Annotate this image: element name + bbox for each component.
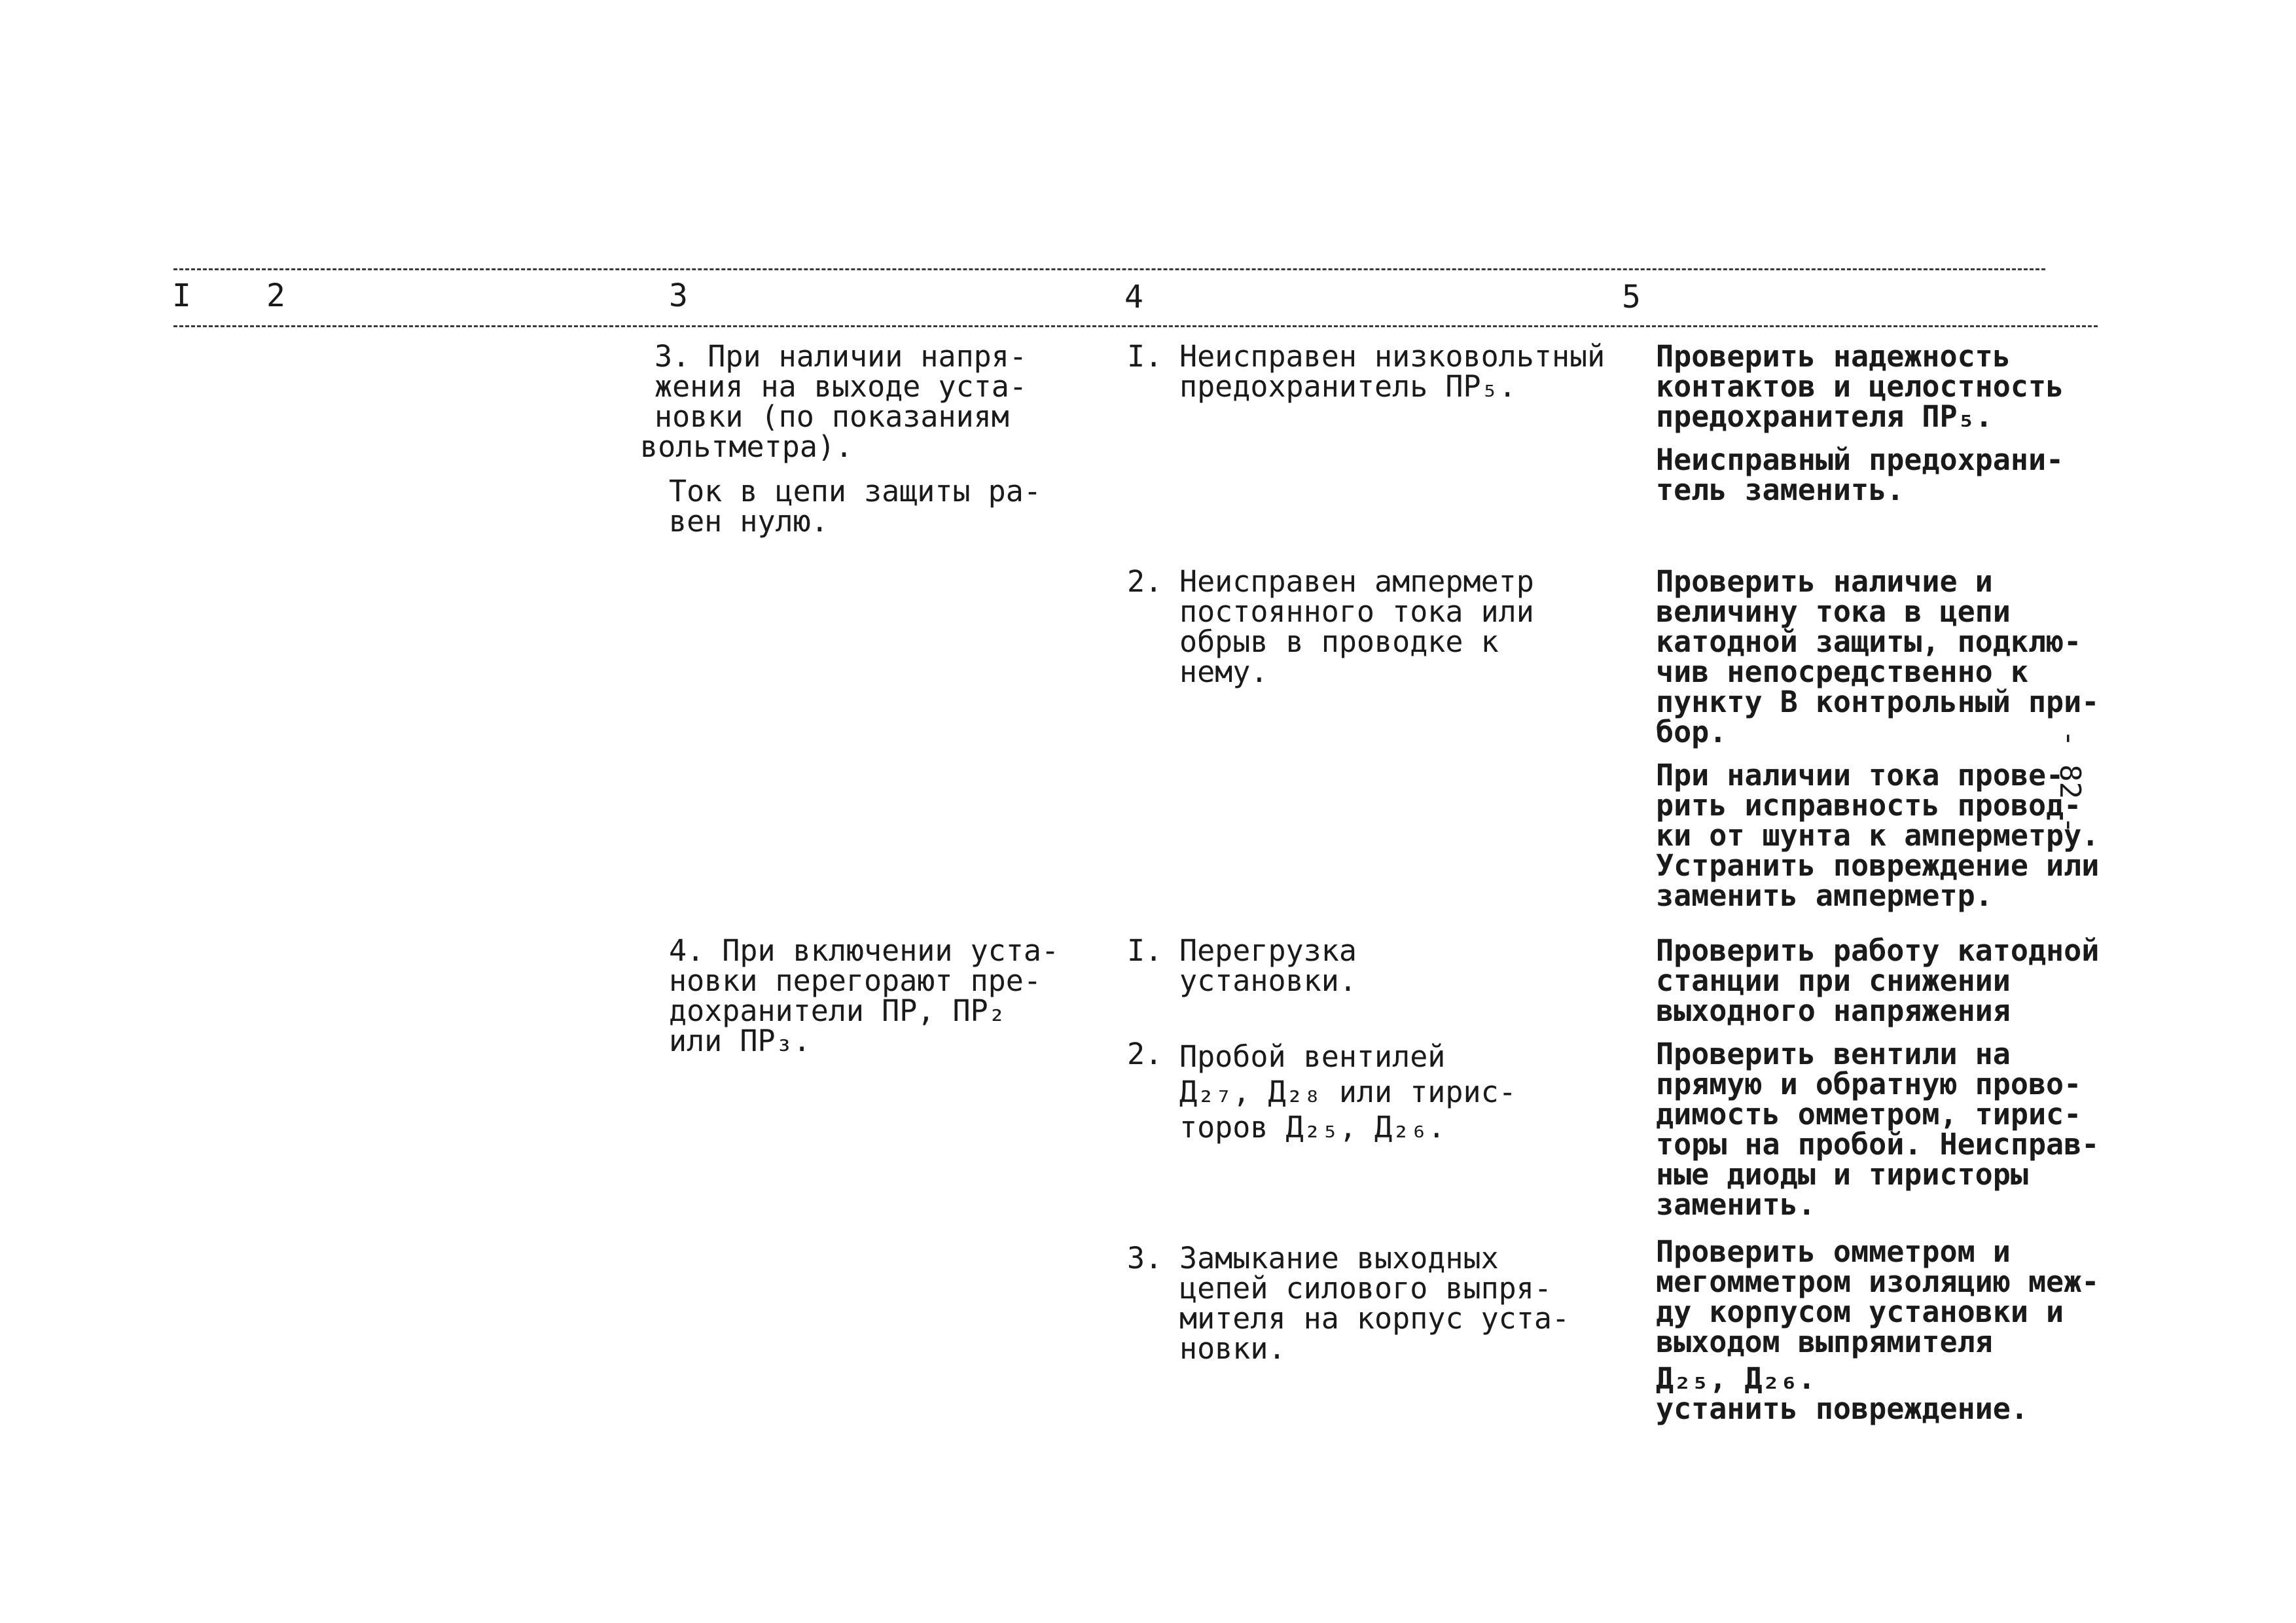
cause-line: Д₂₇, Д₂₈ или тирис- [1179, 1075, 1516, 1109]
cause-number: 2. [1127, 564, 1163, 599]
column-header-2: 2 [266, 277, 285, 314]
page-number: - 82 - [2053, 730, 2087, 834]
remedy-line: Проверить наличие и [1656, 564, 1993, 599]
column-header-3: 3 [669, 277, 688, 314]
remedy-line: пункту В контрольный при- [1656, 685, 2100, 719]
remedy-line: ду корпусом установки и [1656, 1294, 2064, 1329]
column-header-1: I [172, 277, 191, 314]
remedy-line: станции при снижении [1656, 963, 2011, 998]
remedy-3-2 [1656, 564, 2100, 913]
remedy-4-2 [1656, 1039, 2099, 1220]
cause-line: цепей силового выпря- [1179, 1271, 1552, 1306]
cause-line: новки. [1179, 1331, 1286, 1366]
cause-line: постоянного тока или [1179, 594, 1534, 629]
remedy-line: Проверить вентили на [1656, 1037, 2011, 1071]
remedy-line: Неисправный предохрани- [1656, 442, 2064, 477]
cause-number: 2. [1127, 1037, 1163, 1071]
remedy-line: заменить амперметр. [1656, 878, 1993, 913]
cause-line: мителя на корпус уста- [1179, 1301, 1570, 1336]
remedy-line: заменить. [1656, 1187, 1816, 1222]
cause-number: I. [1127, 933, 1163, 968]
cause-line: Неисправен амперметр [1179, 564, 1534, 599]
cause-line: Замыкание выходных [1179, 1241, 1499, 1275]
cause-line: предохранитель ПР₅. [1179, 369, 1516, 404]
symptom-3 [640, 339, 1041, 539]
cause-line: торов Д₂₅, Д₂₆. [1179, 1110, 1446, 1145]
cause-line: нему. [1179, 654, 1268, 689]
symptom-line: новки перегорают пре- [669, 963, 1041, 998]
remedy-line: ные диоды и тиристоры [1656, 1157, 2028, 1192]
remedy-line: Проверить работу катодной [1656, 933, 2100, 968]
cause-number: 3. [1127, 1241, 1163, 1275]
remedy-line: ки от шунта к амперметру. [1656, 818, 2100, 853]
remedy-line: устанить повреждение. [1656, 1391, 2028, 1426]
symptom-line: вольтметра). [640, 429, 853, 464]
column-header-5: 5 [1622, 279, 1641, 315]
remedy-line: бор. [1656, 715, 1727, 749]
remedy-line: Д₂₅, Д₂₆. [1656, 1361, 1816, 1396]
remedy-line: контактов и целостность [1656, 369, 2064, 404]
cause-line: Неисправен низковольтный [1179, 339, 1605, 374]
cause-line: Пробой вентилей [1179, 1039, 1446, 1074]
symptom-line: Ток в цепи защиты ра- [669, 474, 1041, 508]
remedy-line: величину тока в цепи [1656, 594, 2011, 629]
cause-number: I. [1127, 339, 1163, 374]
remedy-line: предохранителя ПР₅. [1656, 399, 1993, 434]
remedy-4-3 [1656, 1234, 2100, 1426]
remedy-line: димость омметром, тирис- [1656, 1097, 2082, 1132]
cause-line: установки. [1179, 963, 1357, 998]
column-header-4: 4 [1124, 279, 1143, 315]
remedy-line: выходом выпрямителя [1656, 1325, 1993, 1359]
remedy-line: Устранить повреждение или [1656, 848, 2100, 883]
remedy-line: При наличии тока прове- [1656, 758, 2064, 793]
remedy-line: рить исправность провод- [1656, 788, 2082, 823]
cause-line: обрыв в проводке к [1179, 624, 1499, 659]
symptom-line: или ПР₃. [669, 1024, 811, 1058]
table-top-rule [173, 268, 2045, 270]
symptom-4 [669, 933, 1060, 1058]
remedy-line: выходного напряжения [1656, 993, 2011, 1028]
remedy-3-1 [1656, 339, 2064, 507]
remedy-line: Проверить омметром и [1656, 1234, 2011, 1269]
remedy-line: прямую и обратную прово- [1656, 1067, 2082, 1101]
remedy-line: тель заменить. [1656, 473, 1905, 507]
remedy-line: катодной защиты, подклю- [1656, 624, 2082, 659]
remedy-line: торы на пробой. Неисправ- [1656, 1127, 2100, 1162]
cause-4-3 [1127, 1243, 1570, 1364]
cause-line: Перегрузка [1179, 933, 1357, 968]
symptom-line: дохранители ПР, ПР₂ [669, 993, 1006, 1028]
remedy-line: Проверить надежность [1656, 339, 2011, 374]
cause-3-2 [1127, 564, 1534, 689]
symptom-line: 4. При включении уста- [669, 933, 1060, 968]
cause-4-1 [1127, 933, 1357, 998]
cause-4-2 [1127, 1039, 1516, 1145]
symptom-line: 3. При наличии напря- [655, 339, 1027, 374]
table-header-rule [173, 325, 2098, 327]
cause-3-1 [1127, 339, 1605, 404]
remedy-line: мегомметром изоляцию меж- [1656, 1264, 2100, 1299]
remedy-line: чив непосредственно к [1656, 654, 2028, 689]
symptom-line: новки (по показаниям [655, 399, 1009, 434]
symptom-line: жения на выходе уста- [655, 369, 1027, 404]
symptom-line: вен нулю. [669, 504, 829, 539]
remedy-4-1 [1656, 933, 2100, 1028]
